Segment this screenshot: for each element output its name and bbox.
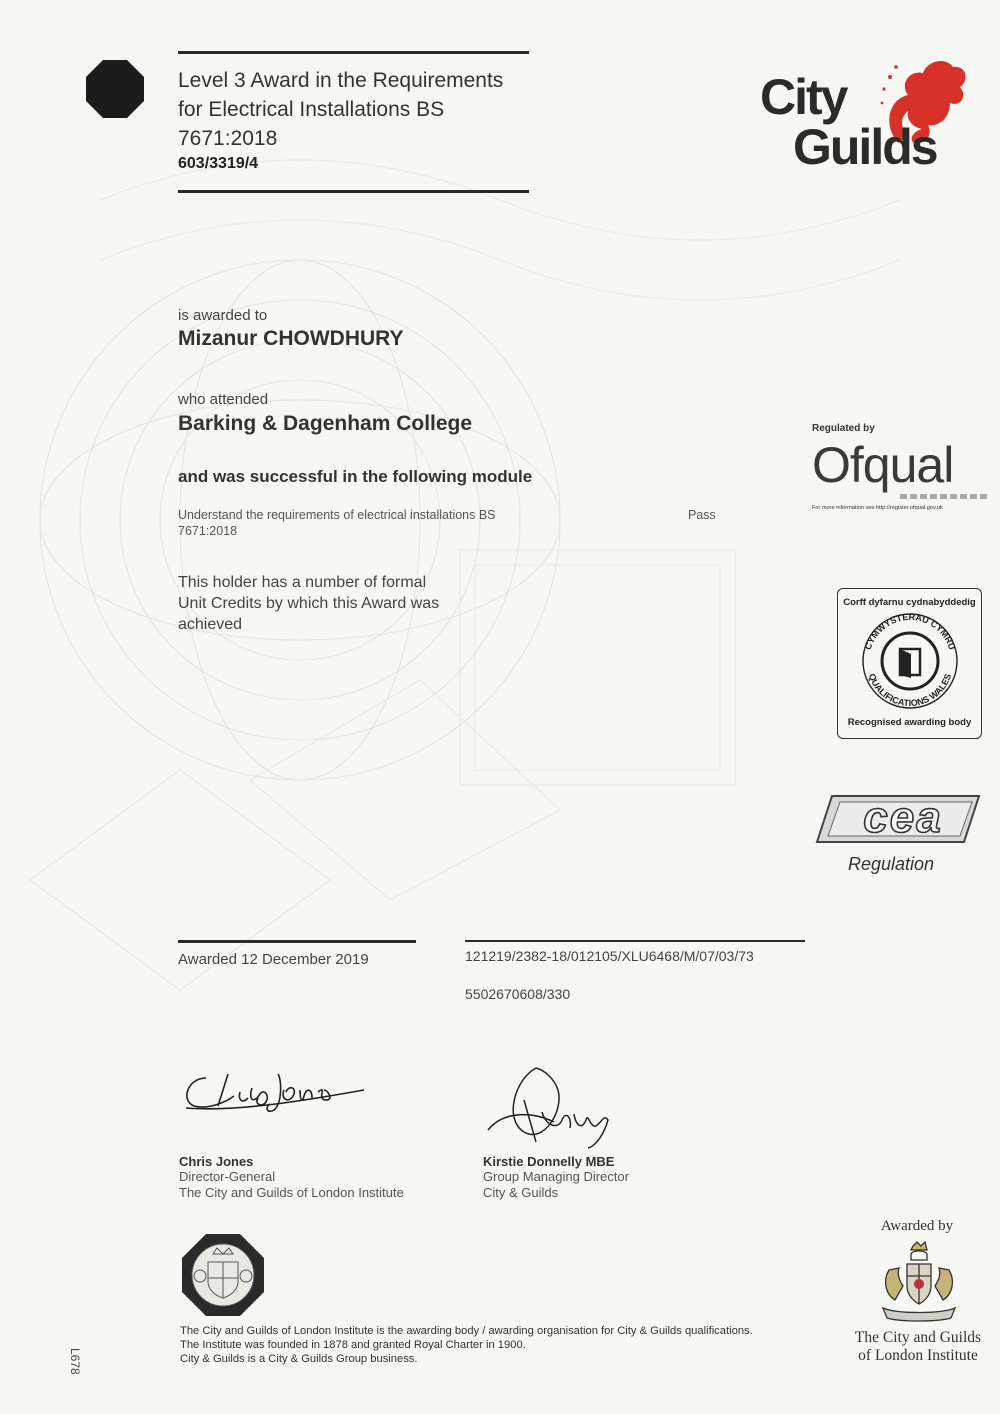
ofqual-wordmark: Ofqual <box>812 437 954 493</box>
signatory-role: Director-General <box>179 1169 276 1184</box>
qualifications-wales-badge <box>837 588 982 739</box>
title-top-rule <box>178 51 529 54</box>
signature-chris-jones <box>178 1060 368 1120</box>
qw-ring-top-text: CYMWYSTERAU CYMRU <box>862 611 958 652</box>
qw-seal-icon <box>855 611 965 711</box>
signatory-kirstie-donnelly <box>483 1154 629 1201</box>
module-row <box>178 507 558 539</box>
qualification-title <box>178 66 538 153</box>
credits-line: Unit Credits by which this Award was <box>178 595 440 612</box>
footer-line: The City and Guilds of London Institute is the awarding body / awarding organisation for City & Guilds qualifications. <box>180 1325 753 1337</box>
award-date: Awarded 12 December 2019 <box>178 951 369 968</box>
logo-text-city: City <box>760 69 847 125</box>
recipient-name: Mizanur CHOWDHURY <box>178 327 404 350</box>
cea-wordmark: cea <box>863 793 943 842</box>
octagon-mark-icon <box>84 58 146 120</box>
institute-name-line: of London Institute <box>858 1347 978 1364</box>
ofqual-dots-icon <box>900 494 990 499</box>
module-name-line: 7671:2018 <box>178 524 238 538</box>
qualification-title-line: for Electrical Installations BS <box>178 98 445 121</box>
certificate-number: 5502670608/330 <box>465 986 571 1002</box>
signature-kirstie-donnelly <box>484 1060 614 1155</box>
ofqual-more-info: For more information see http://register.ofqual.gov.uk <box>812 505 943 511</box>
svg-text:CYMWYSTERAU CYMRU <box>863 612 958 651</box>
signatory-organisation: The City and Guilds of London Institute <box>179 1185 404 1200</box>
credits-statement <box>178 572 498 635</box>
signatory-role: Group Managing Director <box>483 1169 629 1184</box>
footer-statement <box>180 1324 820 1366</box>
credits-line: This holder has a number of formal <box>178 574 427 591</box>
attended-label: who attended <box>178 391 269 408</box>
awarded-by-label: Awarded by <box>880 1218 954 1234</box>
title-bottom-rule <box>178 190 529 193</box>
qualification-code: 603/3319/4 <box>178 155 259 172</box>
qualification-title-line: Level 3 Award in the Requirements <box>178 69 504 92</box>
certificate-reference: 121219/2382-18/012105/XLU6468/M/07/03/73 <box>465 948 754 964</box>
cea-regulation-label: Regulation <box>848 854 935 874</box>
signatory-chris-jones <box>179 1154 404 1201</box>
module-heading: and was successful in the following module <box>178 467 533 486</box>
form-code: L678 <box>68 1348 82 1375</box>
institute-name-line: The City and Guilds <box>854 1329 982 1346</box>
institute-name <box>848 1329 988 1365</box>
award-date-rule <box>178 940 416 943</box>
city-guilds-logo <box>760 55 980 190</box>
awarded-to-label: is awarded to <box>178 307 268 324</box>
qw-bottom-text: Recognised awarding body <box>847 717 972 728</box>
module-result: Pass <box>688 508 716 522</box>
ofqual-logo <box>812 423 992 511</box>
qw-top-text: Corff dyfarnu cydnabyddedig <box>843 597 976 608</box>
footer-line: City & Guilds is a City & Guilds Group business. <box>180 1353 418 1365</box>
royal-seal-icon <box>180 1232 266 1318</box>
qualification-title-line: 7671:2018 <box>178 127 278 150</box>
signatory-organisation: City & Guilds <box>483 1185 559 1200</box>
footer-line: The Institute was founded in 1878 and granted Royal Charter in 1900. <box>180 1339 526 1351</box>
logo-text-guilds: Guilds <box>793 119 937 175</box>
institute-crest-icon <box>877 1240 961 1322</box>
centre-name: Barking & Dagenham College <box>178 412 473 435</box>
module-name-line: Understand the requirements of electrical installations BS <box>178 508 496 522</box>
regulated-by-label: Regulated by <box>812 423 875 434</box>
reference-rule <box>465 940 805 942</box>
signatory-name: Kirstie Donnelly MBE <box>483 1154 615 1169</box>
cea-logo <box>814 790 984 880</box>
signatory-name: Chris Jones <box>179 1154 254 1169</box>
credits-line: achieved <box>178 616 243 633</box>
qw-ring-bottom-text: QUALIFICATIONS WALES <box>866 672 954 709</box>
